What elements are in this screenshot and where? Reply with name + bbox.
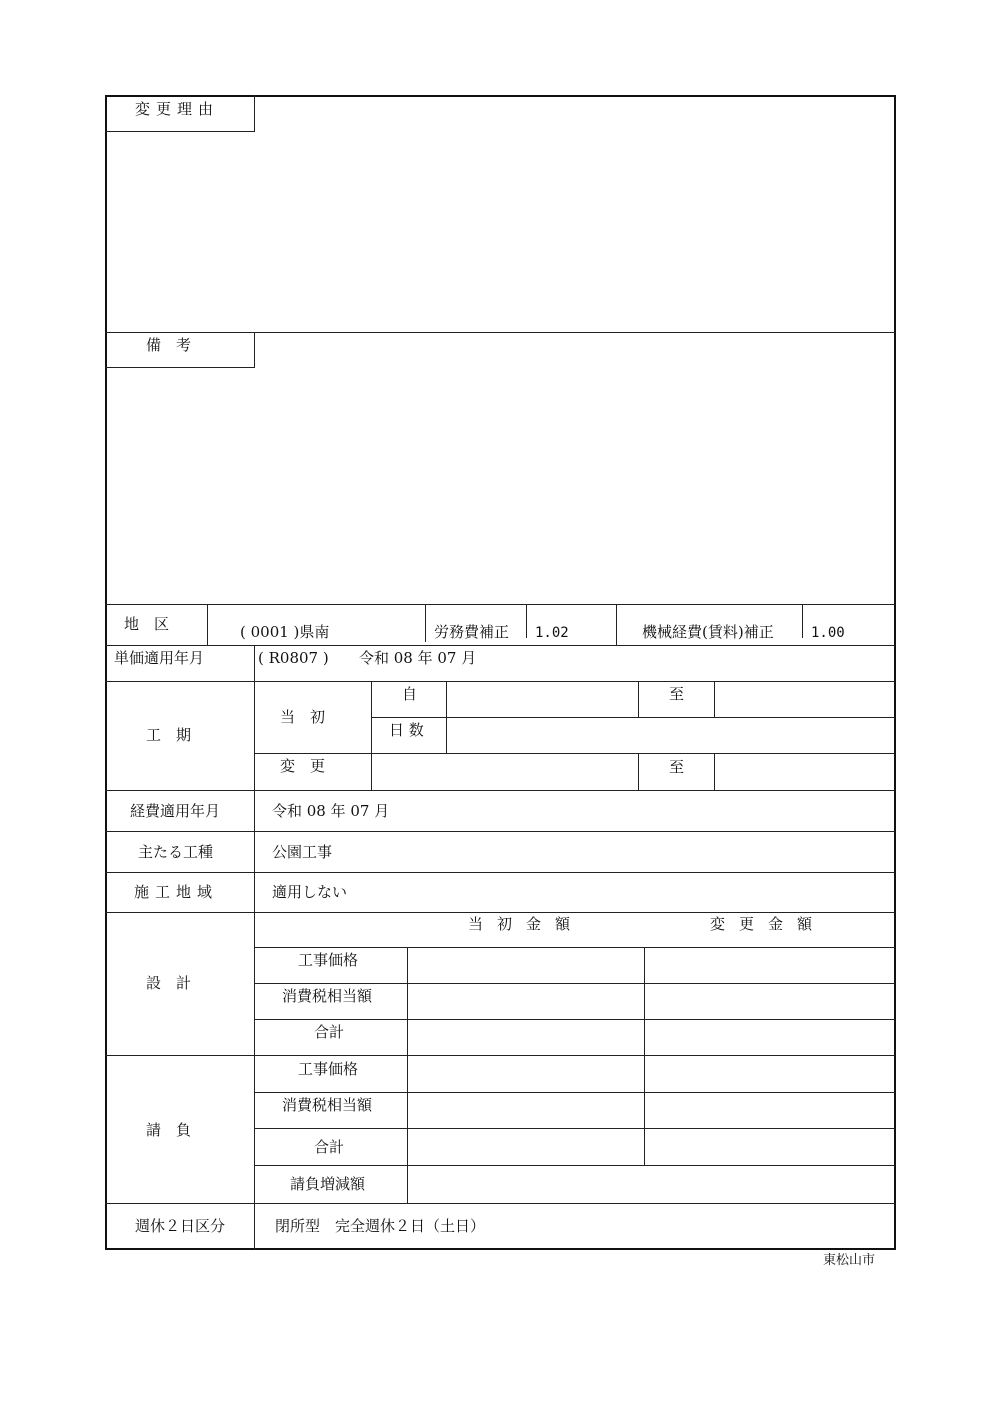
labor-correction-value: 1.02 (535, 625, 569, 641)
machine-correction-label: 機械経費(賃料)補正 (642, 623, 774, 641)
frame-bottom (105, 1248, 896, 1250)
holiday-label: 週休２日区分 (135, 1217, 226, 1235)
frame-left (105, 95, 107, 1250)
unit-price-code: ( R0807 ) (258, 649, 329, 667)
contract-row-price: 工事価格 (298, 1060, 359, 1078)
design-row-tax: 消費税相当額 (282, 987, 373, 1005)
area-label: 施工地域 (134, 883, 219, 901)
changed-amount-header: 変更金額 (710, 915, 827, 933)
district-value: ( 0001 )県南 (240, 623, 330, 641)
frame-right (894, 95, 896, 1250)
main-work-value: 公園工事 (272, 843, 333, 861)
period-from-label: 自 (402, 685, 418, 703)
expense-month-value: 令和 08 年 07 月 (272, 802, 390, 820)
main-work-label: 主たる工種 (138, 843, 214, 861)
machine-correction-value: 1.00 (811, 625, 845, 641)
period-label: 工 期 (146, 726, 192, 744)
unit-price-value: 令和 08 年 07 月 (359, 649, 477, 667)
labor-correction-label: 労務費補正 (434, 623, 510, 641)
footer-city: 東松山市 (823, 1253, 876, 1268)
frame-top (105, 95, 896, 97)
design-row-price: 工事価格 (298, 951, 359, 969)
district-label: 地 区 (124, 615, 170, 633)
contract-row-total: 合計 (314, 1138, 345, 1156)
remarks-label: 備 考 (146, 336, 192, 354)
design-label: 設 計 (146, 974, 192, 992)
period-days-label: 日 数 (389, 721, 424, 739)
period-initial-label: 当 初 (280, 708, 326, 726)
area-value: 適用しない (272, 883, 348, 901)
contract-row-diff: 請負増減額 (290, 1175, 366, 1193)
initial-amount-header: 当初金額 (468, 915, 585, 933)
period-to-label: 至 (669, 685, 685, 703)
contract-row-tax: 消費税相当額 (282, 1096, 373, 1114)
contract-label: 請 負 (146, 1121, 192, 1139)
design-row-total: 合計 (314, 1023, 345, 1041)
period-change-label: 変 更 (280, 757, 326, 775)
holiday-value: 閉所型 完全週休２日（土日） (275, 1217, 486, 1235)
change-reason-label: 変更理由 (135, 100, 220, 118)
unit-price-label: 単価適用年月 (114, 649, 205, 667)
period-change-to-label: 至 (669, 758, 685, 776)
expense-month-label: 経費適用年月 (130, 802, 221, 820)
